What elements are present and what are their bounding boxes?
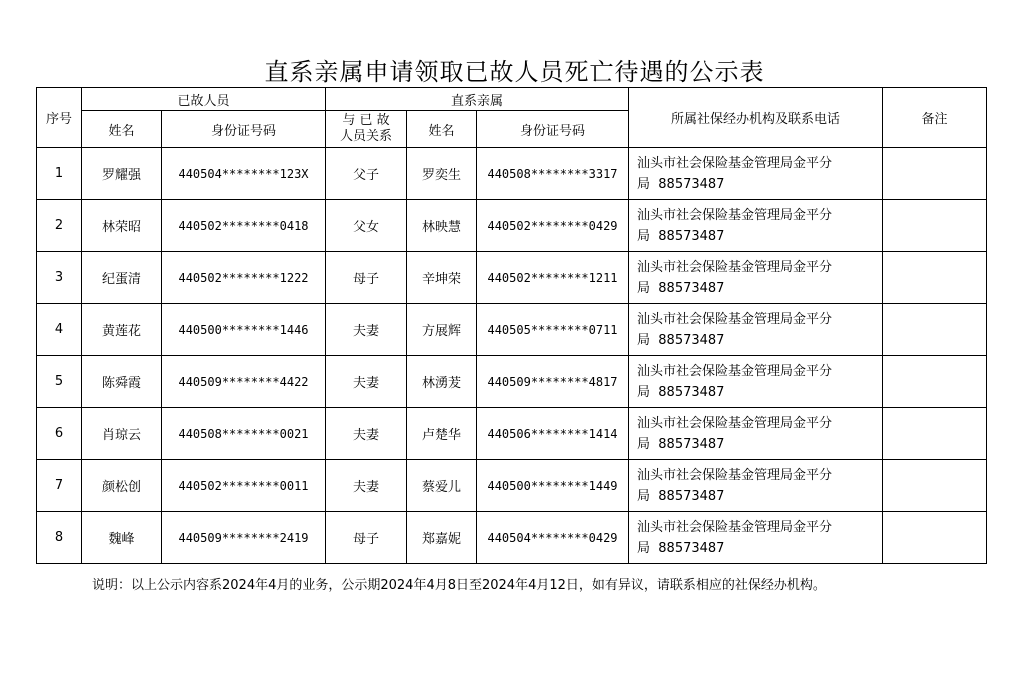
table-row — [37, 512, 987, 564]
row-office-line2: 局 88573487 — [637, 228, 725, 244]
row-office — [629, 304, 883, 356]
row-office-line1: 汕头市社会保险基金管理局金平分 — [637, 519, 833, 535]
row-remark — [883, 512, 987, 564]
row-deceased-id: 440502********1222 — [162, 252, 326, 304]
row-office-line2: 局 88573487 — [637, 176, 725, 192]
row-seq: 7 — [37, 460, 82, 512]
row-deceased-id: 440500********1446 — [162, 304, 326, 356]
table-row — [37, 200, 987, 252]
row-remark — [883, 252, 987, 304]
row-relation: 父子 — [326, 148, 407, 200]
header-seq: 序号 — [37, 88, 82, 148]
table-row — [37, 460, 987, 512]
header-deceased-group: 已故人员 — [82, 88, 326, 111]
row-office-line2: 局 88573487 — [637, 384, 725, 400]
row-office — [629, 148, 883, 200]
row-deceased-name: 罗耀强 — [82, 148, 162, 200]
row-relation: 夫妻 — [326, 408, 407, 460]
row-office-line2: 局 88573487 — [637, 436, 725, 452]
row-office-line1: 汕头市社会保险基金管理局金平分 — [637, 207, 833, 223]
row-relative-id: 440508********3317 — [477, 148, 629, 200]
row-office — [629, 408, 883, 460]
row-seq: 8 — [37, 512, 82, 564]
row-relation: 夫妻 — [326, 304, 407, 356]
table-row — [37, 304, 987, 356]
header-name: 姓名 — [82, 111, 162, 148]
row-seq: 3 — [37, 252, 82, 304]
row-seq: 2 — [37, 200, 82, 252]
row-deceased-id: 440504********123X — [162, 148, 326, 200]
row-remark — [883, 460, 987, 512]
row-seq: 5 — [37, 356, 82, 408]
header-relation-line1: 与 已 故 — [342, 113, 390, 128]
row-relation: 夫妻 — [326, 460, 407, 512]
row-remark — [883, 200, 987, 252]
row-relation: 夫妻 — [326, 356, 407, 408]
row-relative-id: 440506********1414 — [477, 408, 629, 460]
row-seq: 4 — [37, 304, 82, 356]
row-deceased-id: 440509********4422 — [162, 356, 326, 408]
table-body — [37, 148, 987, 564]
row-seq: 6 — [37, 408, 82, 460]
row-deceased-name: 黄莲花 — [82, 304, 162, 356]
row-relation: 父女 — [326, 200, 407, 252]
row-relative-id: 440500********1449 — [477, 460, 629, 512]
header-rel-id-number: 身份证号码 — [477, 111, 629, 148]
row-office-line2: 局 88573487 — [637, 488, 725, 504]
header-remark: 备注 — [883, 88, 987, 148]
row-relative-name: 辛坤荣 — [407, 252, 477, 304]
footnote: 说明：以上公示内容系2024年4月的业务，公示期2024年4月8日至2024年4月12日，如有异议，请联系相应的社保经办机构。 — [92, 578, 826, 593]
row-office-line2: 局 88573487 — [637, 540, 725, 556]
row-office — [629, 460, 883, 512]
table-row — [37, 356, 987, 408]
row-relative-id: 440505********0711 — [477, 304, 629, 356]
row-office-line1: 汕头市社会保险基金管理局金平分 — [637, 415, 833, 431]
row-deceased-id: 440502********0011 — [162, 460, 326, 512]
header-relation-line2: 人员关系 — [340, 129, 393, 144]
header-office: 所属社保经办机构及联系电话 — [629, 88, 883, 148]
row-relative-name: 蔡爱儿 — [407, 460, 477, 512]
row-relative-id: 440502********0429 — [477, 200, 629, 252]
header-rel-name: 姓名 — [407, 111, 477, 148]
row-office-line1: 汕头市社会保险基金管理局金平分 — [637, 363, 833, 379]
row-relative-name: 林映慧 — [407, 200, 477, 252]
row-relation: 母子 — [326, 252, 407, 304]
row-office-line1: 汕头市社会保险基金管理局金平分 — [637, 259, 833, 275]
row-deceased-name: 肖琼云 — [82, 408, 162, 460]
row-deceased-id: 440509********2419 — [162, 512, 326, 564]
row-relative-id: 440504********0429 — [477, 512, 629, 564]
header-relative-group: 直系亲属 — [326, 88, 629, 111]
row-relative-name: 方展辉 — [407, 304, 477, 356]
row-relative-name: 罗奕生 — [407, 148, 477, 200]
row-relative-name: 卢楚华 — [407, 408, 477, 460]
table-row — [37, 252, 987, 304]
row-deceased-name: 陈舜霞 — [82, 356, 162, 408]
row-deceased-name: 林荣昭 — [82, 200, 162, 252]
row-office-line1: 汕头市社会保险基金管理局金平分 — [637, 467, 833, 483]
row-office-line1: 汕头市社会保险基金管理局金平分 — [637, 155, 833, 171]
row-office — [629, 200, 883, 252]
row-seq: 1 — [37, 148, 82, 200]
row-remark — [883, 148, 987, 200]
header-id-number: 身份证号码 — [162, 111, 326, 148]
row-remark — [883, 304, 987, 356]
public-notice-table — [36, 87, 987, 564]
row-office — [629, 512, 883, 564]
row-deceased-name: 颜松创 — [82, 460, 162, 512]
row-office — [629, 356, 883, 408]
row-relation: 母子 — [326, 512, 407, 564]
page-title: 直系亲属申请领取已故人员死亡待遇的公示表 — [264, 58, 765, 86]
row-deceased-id: 440502********0418 — [162, 200, 326, 252]
row-remark — [883, 356, 987, 408]
row-deceased-id: 440508********0021 — [162, 408, 326, 460]
row-office — [629, 252, 883, 304]
row-relative-name: 郑嘉妮 — [407, 512, 477, 564]
row-relative-id: 440509********4817 — [477, 356, 629, 408]
row-office-line2: 局 88573487 — [637, 332, 725, 348]
row-office-line1: 汕头市社会保险基金管理局金平分 — [637, 311, 833, 327]
row-remark — [883, 408, 987, 460]
table-row — [37, 408, 987, 460]
row-relative-name: 林湧茇 — [407, 356, 477, 408]
row-deceased-name: 纪蛋清 — [82, 252, 162, 304]
row-deceased-name: 魏峰 — [82, 512, 162, 564]
header-relation — [326, 111, 407, 148]
row-relative-id: 440502********1211 — [477, 252, 629, 304]
table-row — [37, 148, 987, 200]
row-office-line2: 局 88573487 — [637, 280, 725, 296]
